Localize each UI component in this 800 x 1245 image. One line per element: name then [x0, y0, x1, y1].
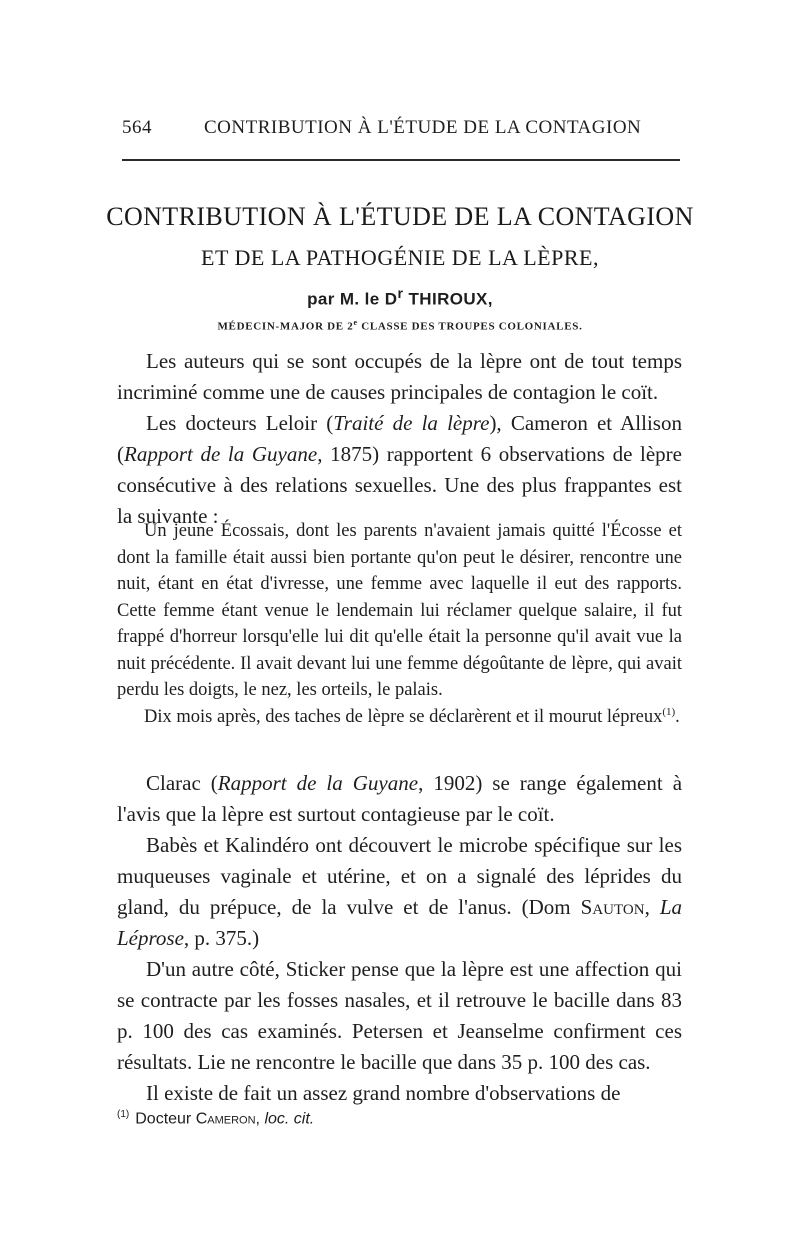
- p2-text-e: , 1875) rapportent 6 observations de lèpre consécutive à des relations sexuelles. Une des plus frappantes est la suivante :: [117, 442, 682, 528]
- p4-italic-leprose: La Léprose: [117, 895, 683, 950]
- article-title-line-2: ET DE LA PATHOGÉNIE DE LA LÈPRE,: [201, 245, 599, 270]
- paragraph-2: [117, 408, 682, 532]
- byline-superscript: r: [397, 286, 404, 302]
- p3-text-a: Clarac (: [146, 771, 218, 795]
- p2-italic-traite: Traité de la lèpre: [333, 411, 490, 435]
- p4-text-a: Babès et Kalindéro ont découvert le microbe spécifique sur les muqueuses vaginale et utérine, et on a signalé des léprides du gland, du prépuce, de la vulve et de l'anus. (Dom: [117, 833, 682, 919]
- footnote-mark: (1): [117, 1109, 130, 1120]
- q2-text: Dix mois après, des taches de lèpre se déclarèrent et il mourut lépreux: [144, 706, 663, 727]
- author-rank: [100, 318, 700, 333]
- p4-text-c: ,: [644, 895, 660, 919]
- main-paragraphs: [117, 768, 682, 1109]
- header-rule: [122, 159, 680, 161]
- rank-text-a: MÉDECIN-MAJOR DE 2: [217, 320, 354, 333]
- quoted-observation: [117, 518, 682, 730]
- p3-italic-rapport: Rapport de la Guyane: [217, 771, 419, 795]
- footnote-text-b: ,: [255, 1110, 265, 1128]
- paragraph-5: D'un autre côté, Sticker pense que la lèpre est une affection qui se contracte par les fosses nasales, et il retrouve le bacille dans 83 p. 100 des cas examinés. Petersen et Jeanselme confirment ces résultats. Lie ne rencontre le bacille que dans 35 p. 100 des cas.: [117, 957, 682, 1074]
- footnote-reference: (1): [662, 705, 676, 718]
- page-number: 564: [122, 117, 152, 138]
- byline-prefix: par M. le D: [307, 289, 398, 309]
- p3-text-c: , 1902) se range également à l'avis que la lèpre est surtout contagieuse par le coït.: [117, 771, 683, 826]
- p2-text-c: ), Cameron et Allison (: [117, 411, 682, 466]
- paragraph-1: Les auteurs qui se sont occupés de la lèpre ont de tout temps incriminé comme une de causes principales de contagion le coït.: [117, 349, 682, 404]
- intro-paragraphs: [117, 346, 682, 532]
- q2-end: .: [675, 706, 680, 727]
- footnote: [117, 1109, 682, 1128]
- quote-paragraph-2: [117, 704, 682, 731]
- p4-text-e: , p. 375.): [183, 926, 260, 950]
- running-title: CONTRIBUTION À L'ÉTUDE DE LA CONTAGION: [204, 117, 642, 138]
- author-byline: [100, 286, 700, 310]
- article-title-line-1: CONTRIBUTION À L'ÉTUDE DE LA CONTAGION: [106, 202, 694, 231]
- paragraph-4: [117, 830, 682, 954]
- rank-text-b: CLASSE DES TROUPES COLONIALES.: [357, 320, 583, 333]
- quote-paragraph-1: Un jeune Écossais, dont les parents n'avaient jamais quitté l'Écosse et dont la famille était aussi bien portante qu'on peut le désirer, rencontre une nuit, étant en état d'ivresse, une femme avec laquelle il eut des rapports. Cette femme étant venue le lendemain lui réclamer quelque salaire, il fut frappé d'horreur lorsqu'elle lui dit qu'elle était la personne qu'il avait vue la nuit précédente. Il avait devant lui une femme dégoûtante de lèpre, qui avait perdu les doigts, le nez, les orteils, le palais.: [117, 521, 682, 700]
- paragraph-3: [117, 768, 682, 830]
- p2-italic-rapport: Rapport de la Guyane: [124, 442, 318, 466]
- p2-text-a: Les docteurs Leloir (: [146, 411, 334, 435]
- footnote-loc-cit: loc. cit.: [264, 1110, 315, 1128]
- footnote-text-a: Docteur: [135, 1110, 196, 1128]
- author-name: THIROUX,: [403, 289, 493, 309]
- paragraph-6: Il existe de fait un assez grand nombre d'observations de: [146, 1081, 621, 1105]
- p4-author-sauton: Sauton: [580, 895, 645, 919]
- footnote-name: Cameron: [195, 1110, 256, 1128]
- rank-superscript: e: [353, 318, 358, 327]
